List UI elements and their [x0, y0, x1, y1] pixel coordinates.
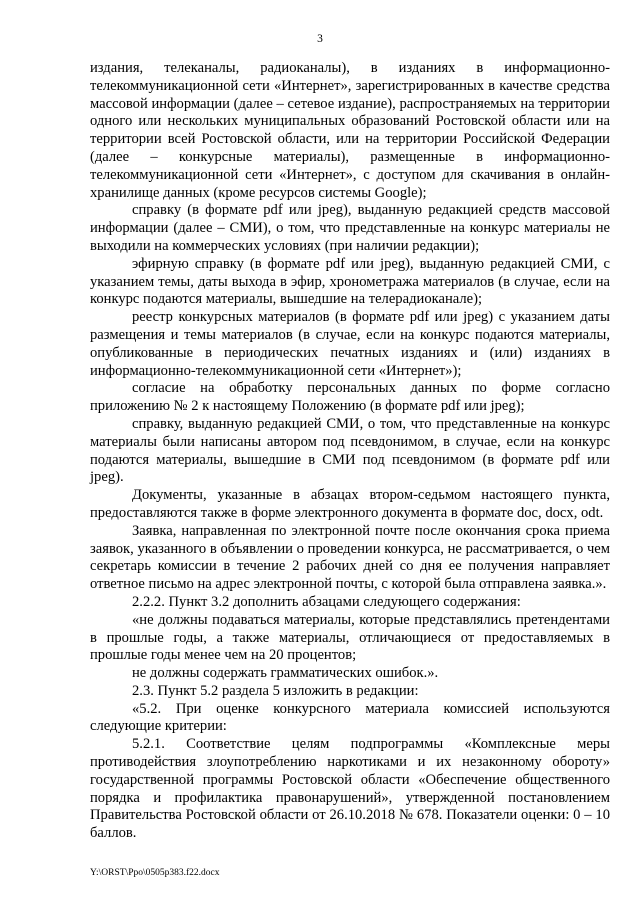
paragraph: Документы, указанные в абзацах втором-седьмом настоящего пункта, предоставляются также в форме электронного документа в формате doc, docx, odt.: [90, 487, 610, 521]
paragraph: «5.2. При оценке конкурсного материала комиссией используются следующие критерии:: [90, 700, 610, 735]
paragraph: Заявка, направленная по электронной почте после окончания срока приема заявок, указанного в объявлении о проведении конкурса, не рассматривается, о чем секретарь комиссии в течение 2 рабочих дней со дня ее получения направляет ответное письмо на адрес электронной почты, с которой была отправлена заявка.».: [90, 522, 610, 593]
paragraph: реестр конкурсных материалов (в формате pdf или jpeg) с указанием даты размещения и темы материалов (в случае, если на конкурс подаются материалы, опубликованные в периодических печатных изданиях и (или) изданиях в информационно-телекоммуникационной сети «Интернет»);: [90, 309, 610, 379]
file-path-footer: Y:\ORST\Ppo\0505p383.f22.docx: [90, 868, 220, 878]
paragraph: справку, выданную редакцией СМИ, о том, что представленные на конкурс материалы были написаны автором под псевдонимом, в случае, если на конкурс подаются материалы, вышедшие в СМИ под псевдонимом (в формате pdf или jpeg).: [90, 415, 610, 486]
paragraph: «не должны подаваться материалы, которые представлялись претендентами в прошлые годы, а также материалы, отличающиеся от предоставляемых в прошлые годы менее чем на 20 процентов;: [90, 611, 610, 664]
paragraph: издания, телеканалы, радиоканалы), в изданиях в информационно-телекоммуникационной сети «Интернет», зарегистрированных в качестве средства массовой информации (далее – сетевое издание), распространяемых на территории одного или нескольких муниципальных образований Ростовской области или на территории всей Ростовской области, или на территории Российской Федерации (далее – конкурсные материалы), размещенные в информационно-телекоммуникационной сети «Интернет», с доступом для скачивания в онлайн-хранилище данных (кроме ресурсов системы Google);: [90, 60, 610, 201]
document-body: [90, 60, 610, 843]
paragraph: эфирную справку (в формате pdf или jpeg), выданную редакцией СМИ, с указанием темы, даты выхода в эфир, хронометража материалов (в случае, если на конкурс подаются материалы, вышедшие на телерадиоканале);: [90, 255, 610, 308]
paragraph: 2.2.2. Пункт 3.2 дополнить абзацами следующего содержания:: [132, 593, 521, 610]
paragraph: не должны содержать грамматических ошибок.».: [132, 665, 439, 682]
paragraph: 5.2.1. Соответствие целям подпрограммы «Комплексные меры противодействия злоупотреблению наркотиками и их незаконному обороту» государственной программы Ростовской области «Обеспечение общественного порядка и профилактика правонарушений», утвержденной постановлением Правительства Ростовской области от 26.10.2018 № 678. Показатели оценки: 0 – 10 баллов.: [90, 736, 610, 842]
page-number: 3: [317, 33, 323, 45]
paragraph: согласие на обработку персональных данных по форме согласно приложению № 2 к настоящему Положению (в формате pdf или jpeg);: [90, 380, 610, 415]
paragraph: справку (в формате pdf или jpeg), выданную редакцией средств массовой информации (далее – СМИ), о том, что представленные на конкурс материалы не выходили на коммерческих условиях (при наличии редакции);: [90, 202, 610, 254]
paragraph: 2.3. Пункт 5.2 раздела 5 изложить в редакции:: [132, 682, 419, 699]
